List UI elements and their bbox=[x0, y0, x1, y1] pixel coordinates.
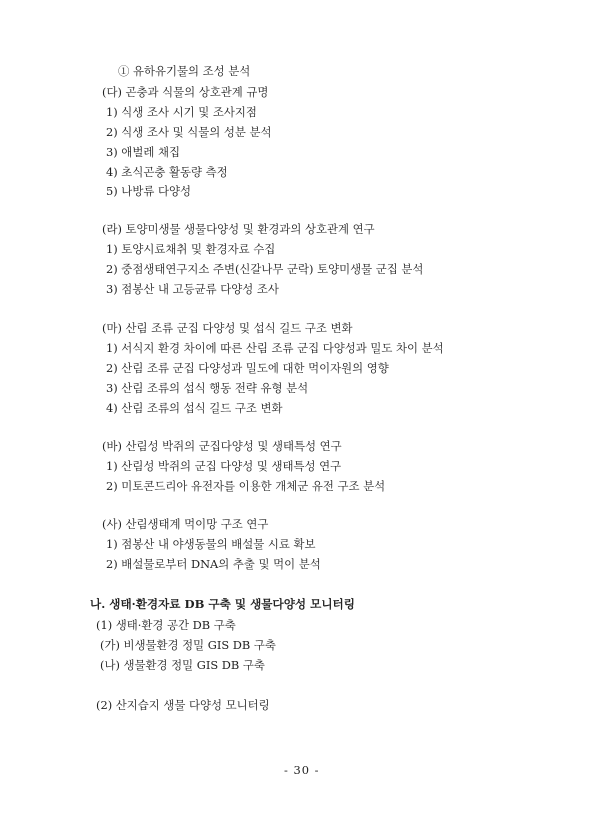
list-item: 3) 산림 조류의 섭식 행동 전략 유형 분석 bbox=[106, 381, 309, 395]
section-heading: (라) 토양미생물 생물다양성 및 환경과의 상호관계 연구 bbox=[102, 222, 375, 236]
subsection-heading: (2) 산지습지 생물 다양성 모니터링 bbox=[96, 698, 270, 712]
list-item: (나) 생물환경 정밀 GIS DB 구축 bbox=[100, 658, 265, 672]
list-item: (가) 비생물환경 정밀 GIS DB 구축 bbox=[100, 638, 276, 652]
text-line: ① 유하유기물의 조성 분석 bbox=[118, 64, 251, 78]
subsection-heading: (1) 생태·환경 공간 DB 구축 bbox=[96, 618, 236, 632]
list-item: 2) 산림 조류 군집 다양성과 밀도에 대한 먹이자원의 영향 bbox=[106, 361, 389, 375]
list-item: 5) 나방류 다양성 bbox=[106, 184, 191, 198]
list-item: 1) 서식지 환경 차이에 따른 산림 조류 군집 다양성과 밀도 차이 분석 bbox=[106, 341, 444, 355]
list-item: 4) 산림 조류의 섭식 길드 구조 변화 bbox=[106, 401, 283, 415]
list-item: 2) 식생 조사 및 식물의 성분 분석 bbox=[106, 125, 272, 139]
section-heading: (사) 산림생태계 먹이망 구조 연구 bbox=[102, 517, 269, 531]
section-heading: (바) 산림성 박쥐의 군집다양성 및 생태특성 연구 bbox=[102, 439, 342, 453]
section-heading: (마) 산림 조류 군집 다양성 및 섭식 길드 구조 변화 bbox=[102, 321, 353, 335]
list-item: 2) 배설물로부터 DNA의 추출 및 먹이 분석 bbox=[106, 557, 321, 571]
list-item: 2) 중점생태연구지소 주변(신갈나무 군락) 토양미생물 군집 분석 bbox=[106, 262, 424, 276]
major-heading: 나. 생태·환경자료 DB 구축 및 생물다양성 모니터링 bbox=[90, 597, 355, 611]
list-item: 1) 토양시료채취 및 환경자료 수집 bbox=[106, 242, 276, 256]
list-item: 1) 산림성 박쥐의 군집 다양성 및 생태특성 연구 bbox=[106, 459, 342, 473]
section-heading: (다) 곤충과 식물의 상호관계 규명 bbox=[102, 85, 269, 99]
list-item: 2) 미토콘드리아 유전자를 이용한 개체군 유전 구조 분석 bbox=[106, 479, 386, 493]
list-item: 1) 점봉산 내 야생동물의 배설물 시료 확보 bbox=[106, 537, 316, 551]
page-number: - 30 - bbox=[284, 763, 320, 777]
list-item: 4) 초식곤충 활동량 측정 bbox=[106, 165, 228, 179]
list-item: 3) 애벌레 채집 bbox=[106, 145, 180, 159]
list-item: 3) 점봉산 내 고등균류 다양성 조사 bbox=[106, 282, 279, 296]
list-item: 1) 식생 조사 시기 및 조사지점 bbox=[106, 105, 257, 119]
